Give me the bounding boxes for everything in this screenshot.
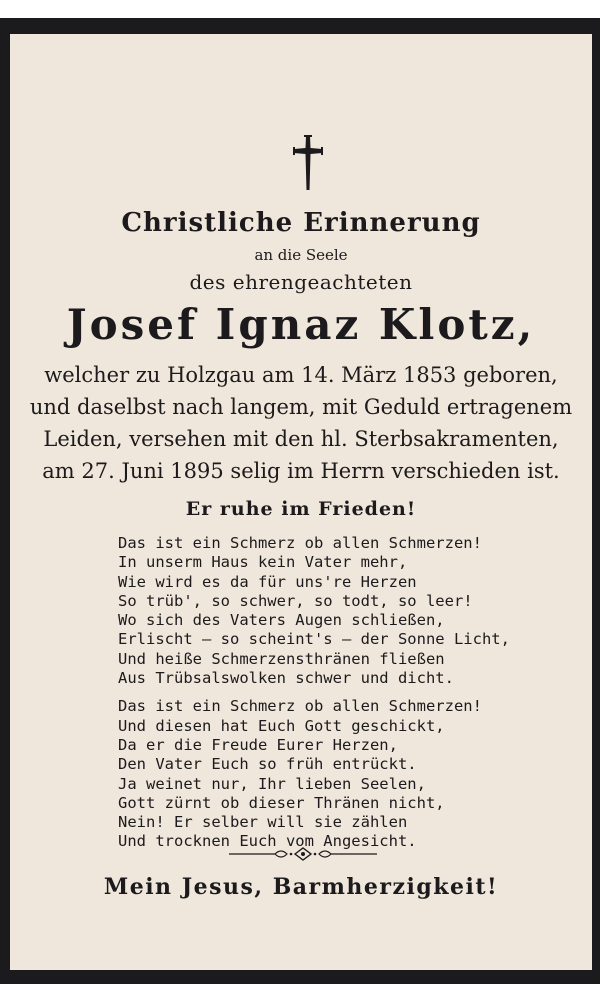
ornamental-divider-icon	[223, 844, 383, 864]
bio-line: am 27. Juni 1895 selig im Herrn verschieden ist.	[42, 459, 560, 483]
poem-line: Wie wird es da für uns're Herzen	[118, 572, 417, 591]
motto: Er ruhe im Frieden!	[185, 498, 417, 520]
memorial-card	[0, 18, 600, 984]
poem-line: Das ist ein Schmerz ob allen Schmerzen!	[118, 697, 482, 716]
cross-icon	[291, 134, 325, 192]
poem-line: Ja weinet nur, Ihr lieben Seelen,	[118, 774, 426, 793]
poem-line: Nein! Er selber will sie zählen	[118, 813, 408, 832]
poem	[118, 534, 538, 852]
poem-verse-2	[118, 697, 538, 851]
poem-line: Und heiße Schmerzensthränen fließen	[118, 649, 445, 668]
poem-line: Aus Trübsalswolken schwer und dicht.	[118, 669, 454, 688]
poem-line: Den Vater Euch so früh entrückt.	[118, 755, 417, 774]
poem-verse-1	[118, 534, 538, 688]
card-title: Christliche Erinnerung	[121, 208, 481, 238]
poem-line: Da er die Freude Eurer Herzen,	[118, 735, 398, 754]
poem-line: In unserm Haus kein Vater mehr,	[118, 553, 408, 572]
poem-line: Das ist ein Schmerz ob allen Schmerzen!	[118, 534, 482, 552]
poem-line: Wo sich des Vaters Augen schließen,	[118, 611, 445, 630]
bio-line: Leiden, versehen mit den hl. Sterbsakramenten,	[43, 427, 559, 451]
subtitle-line-1: an die Seele	[254, 246, 348, 264]
poem-line: Und diesen hat Euch Gott geschickt,	[118, 716, 445, 735]
card-paper	[10, 34, 592, 970]
poem-line: So trüb', so schwer, so todt, so leer!	[118, 591, 473, 610]
closing-prayer: Mein Jesus, Barmherzigkeit!	[103, 874, 499, 900]
poem-line: Erlischt — so scheint's — der Sonne Licht,	[118, 630, 510, 649]
bio-line: und daselbst nach langem, mit Geduld ertragenem	[29, 395, 573, 419]
subtitle-line-2: des ehrengeachteten	[189, 270, 413, 294]
bio-line: welcher zu Holzgau am 14. März 1853 geboren,	[44, 363, 558, 387]
poem-line: Gott zürnt ob dieser Thränen nicht,	[118, 793, 445, 812]
deceased-name: Josef Ignaz Klotz,	[66, 300, 536, 349]
poem-line: Und trocknen Euch vom Angesicht.	[118, 832, 417, 851]
